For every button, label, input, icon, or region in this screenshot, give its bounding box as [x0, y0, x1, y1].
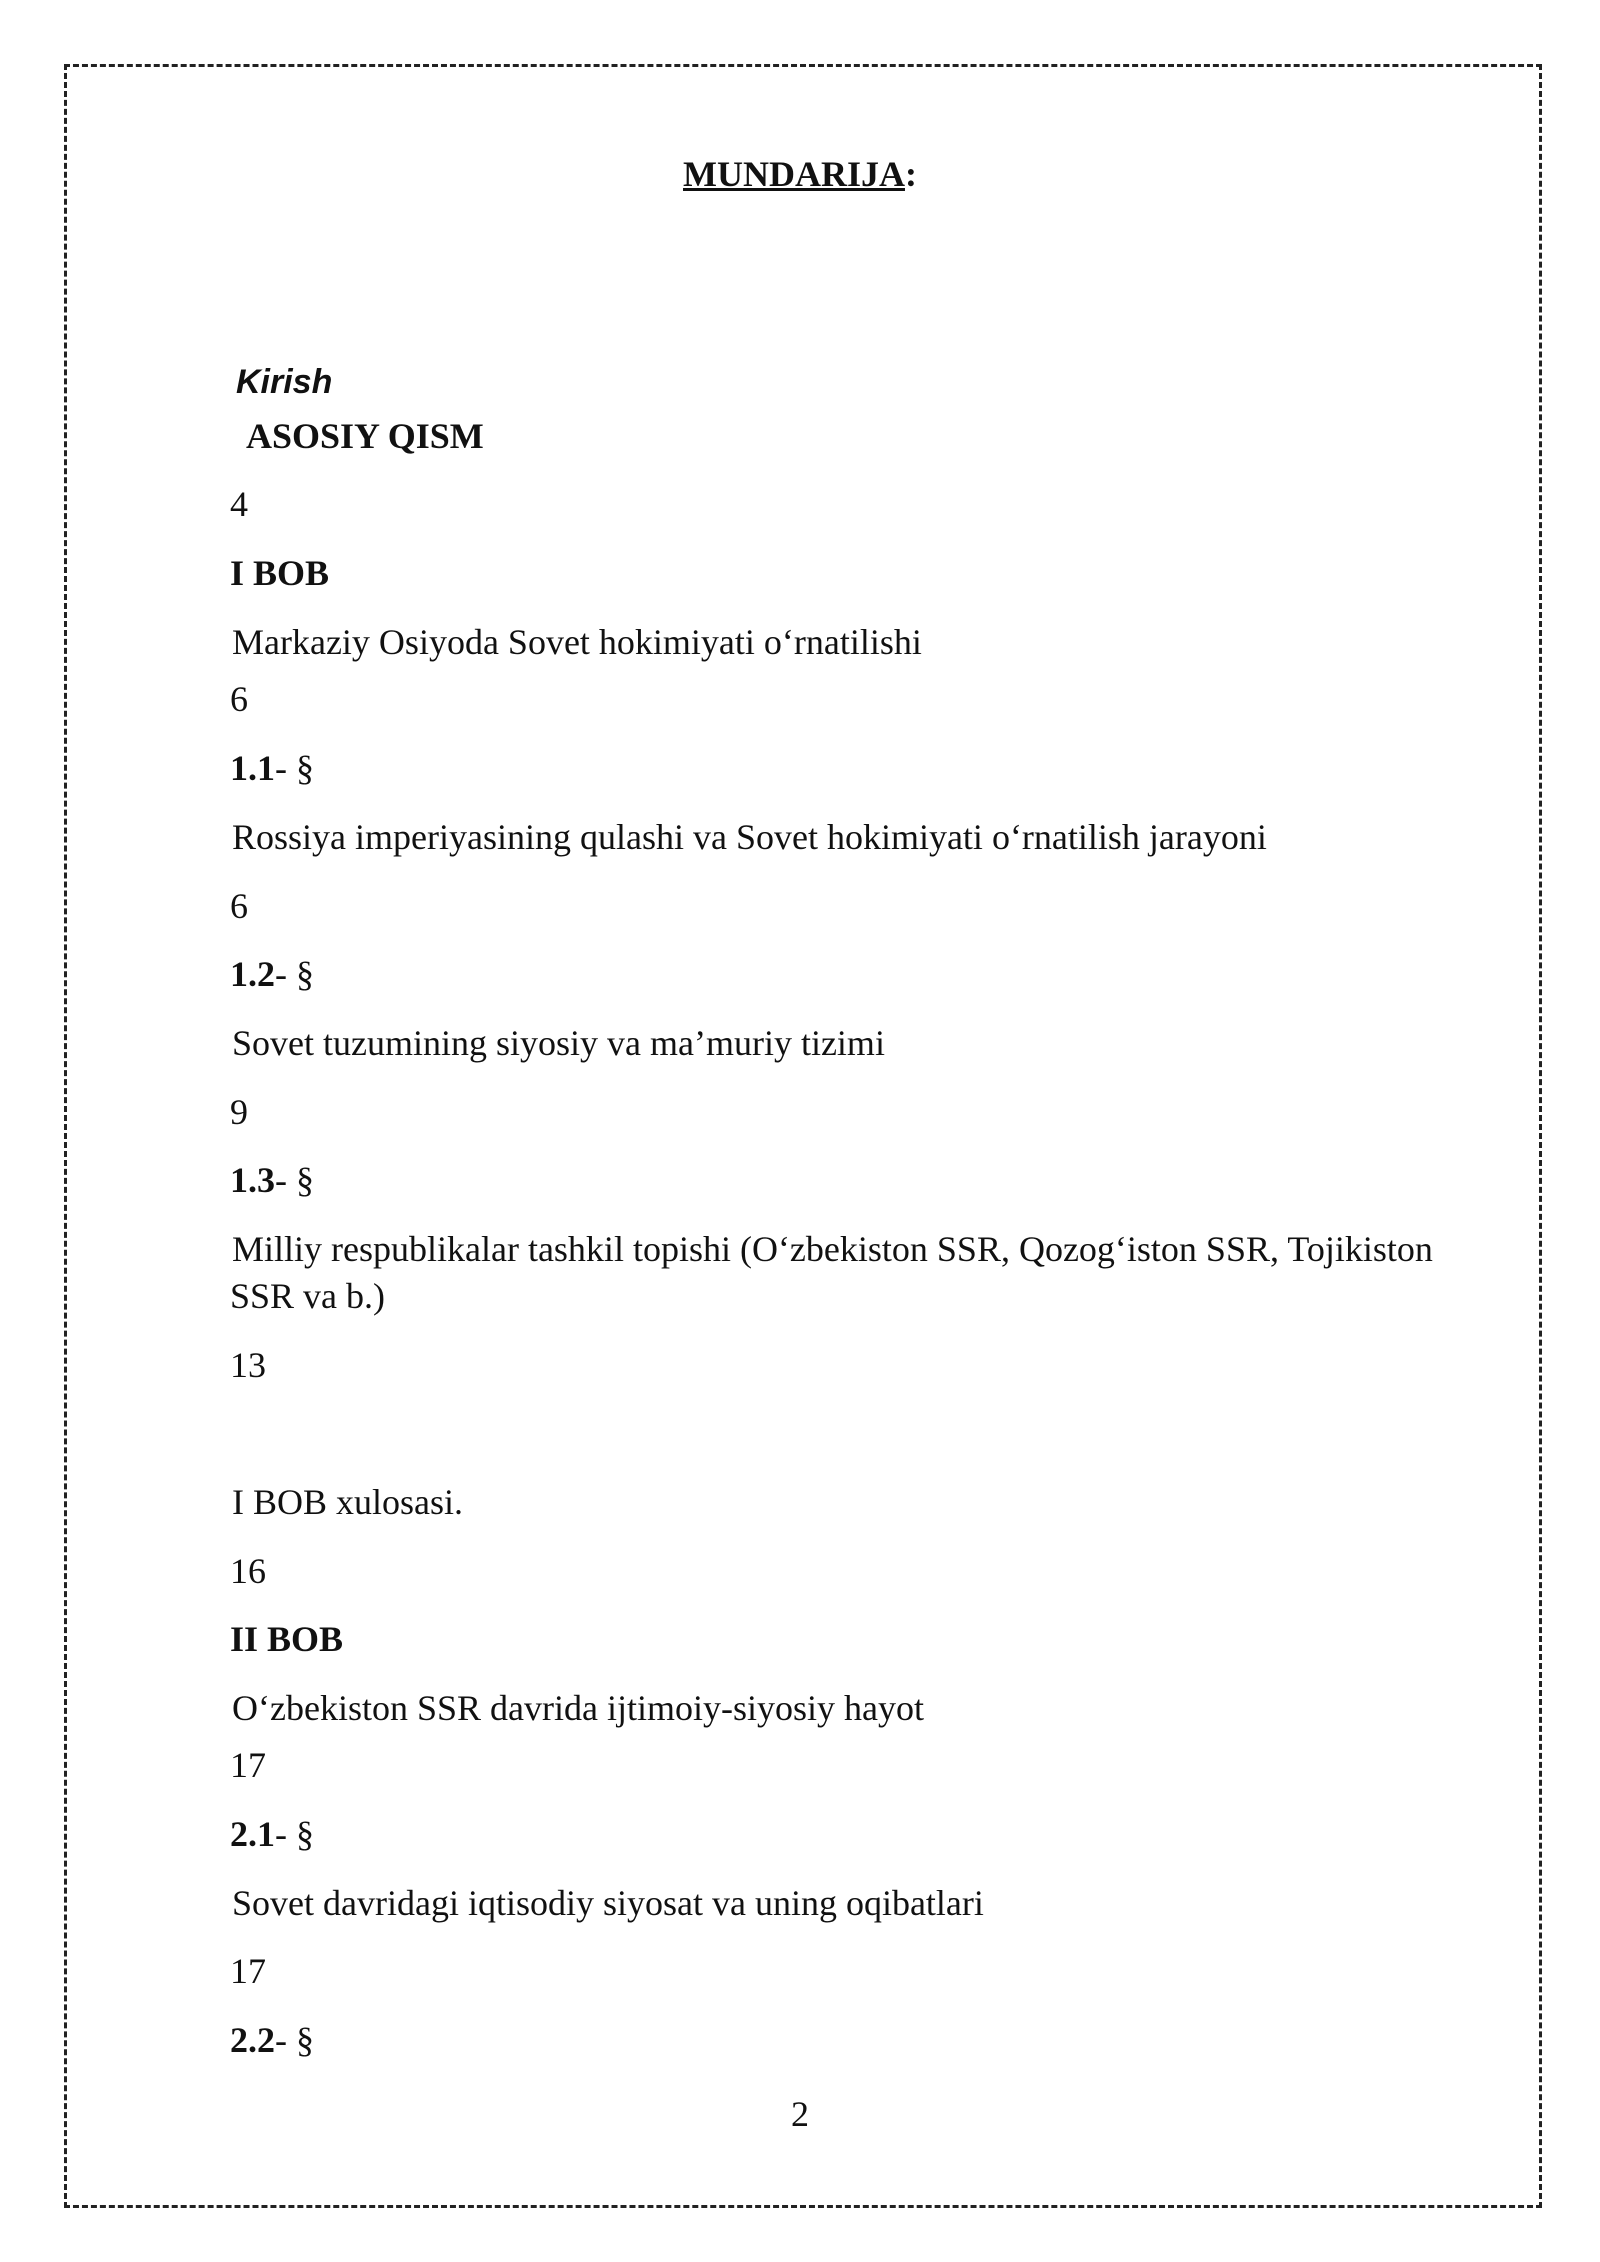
toc-chapter-1-conclusion: I BOB xulosasi.: [232, 1482, 464, 1522]
toc-page-number: 6: [230, 886, 248, 926]
toc-page-number: 17: [230, 1745, 266, 1785]
section-sign: - §: [275, 748, 314, 788]
toc-page-number: 6: [230, 679, 248, 719]
toc-heading: [0, 152, 1600, 196]
toc-chapter-2: II BOB: [230, 1619, 344, 1659]
toc-section-1-3-title: Milliy respublikalar tashkil topishi (O‘zbekiston SSR, Qozog‘iston SSR, Tojikiston SSR va b.): [230, 1229, 1433, 1316]
toc-kirish: Kirish: [236, 363, 333, 401]
section-number: 2.1: [230, 1814, 275, 1854]
toc-chapter-1-title: Markaziy Osiyoda Sovet hokimiyati o‘rnatilishi: [232, 622, 922, 662]
toc-page-number: 16: [230, 1551, 266, 1591]
toc-section-1-2-title: Sovet tuzumining siyosiy va ma’muriy tizimi: [232, 1023, 885, 1063]
toc-section-1-1-title: Rossiya imperiyasining qulashi va Sovet hokimiyati o‘rnatilish jarayoni: [232, 817, 1267, 857]
toc-asosiy-qism: ASOSIY QISM: [246, 416, 484, 456]
toc-heading-colon: :: [904, 154, 917, 194]
section-sign: - §: [275, 954, 314, 994]
toc-chapter-2-title: O‘zbekiston SSR davrida ijtimoiy-siyosiy hayot: [232, 1688, 924, 1728]
toc-chapter-1: I BOB: [230, 553, 330, 593]
section-sign: - §: [275, 2020, 314, 2060]
toc-section-1-1: [230, 746, 314, 790]
section-sign: - §: [275, 1160, 314, 1200]
toc-section-1-3: [230, 1158, 314, 1202]
toc-section-2-2: [230, 2018, 314, 2062]
section-sign: - §: [275, 1814, 314, 1854]
toc-page-number: 9: [230, 1092, 248, 1132]
page-number-footer: 2: [791, 2094, 809, 2134]
toc-page-number: 17: [230, 1951, 266, 1991]
section-number: 1.3: [230, 1160, 275, 1200]
toc-section-2-1-title: Sovet davridagi iqtisodiy siyosat va uning oqibatlari: [232, 1883, 984, 1923]
toc-section-1-2: [230, 952, 314, 996]
section-number: 2.2: [230, 2020, 275, 2060]
section-number: 1.1: [230, 748, 275, 788]
toc-page-number: 4: [230, 484, 248, 524]
toc-heading-text: MUNDARIJA: [683, 154, 905, 194]
toc-section-2-1: [230, 1812, 314, 1856]
section-number: 1.2: [230, 954, 275, 994]
toc-page-number: 13: [230, 1345, 266, 1385]
